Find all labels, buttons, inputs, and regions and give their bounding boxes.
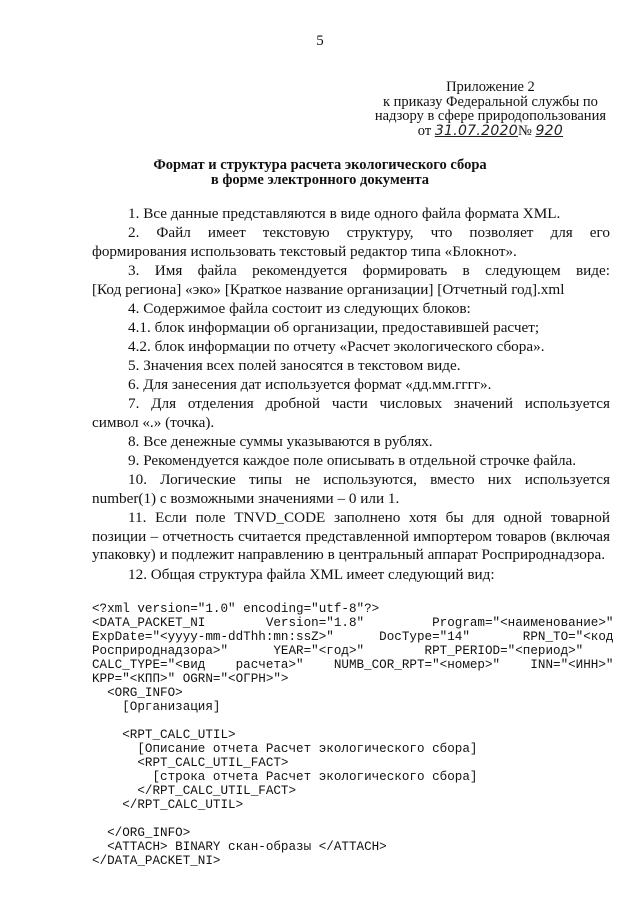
item-line: 5. Значения всех полей заносятся в текстовом виде.: [128, 357, 461, 374]
item-10: [92, 471, 610, 508]
item-1: [92, 205, 610, 224]
code-line: [Описание отчета Расчет экологического сбора]: [92, 742, 478, 756]
item-4-2: [92, 338, 610, 357]
code-line: <ATTACH> BINARY скан-образы </ATTACH>: [92, 840, 387, 854]
code-line: <ORG_INFO>: [92, 686, 183, 700]
appendix-title: Приложение 2: [446, 79, 535, 95]
appendix-service-line: надзору в сфере природопользования: [374, 108, 606, 124]
code-line: [Организация]: [92, 700, 221, 714]
appendix-order-line: к приказу Федеральной службы по: [382, 93, 598, 110]
item-line: number(1) с возможными значениями – 0 или 1.: [92, 489, 400, 507]
appendix-date-line: [375, 124, 606, 139]
item-4-1: [92, 319, 610, 338]
code-line: CALC_TYPE="<вид расчета>" NUMB_COR_RPT="<номер>" INN="<ИНН>": [92, 658, 614, 672]
item-line: формирования использовать текстовый редактор типа «Блокнот».: [92, 242, 517, 260]
item-6: [92, 376, 610, 395]
item-line: упаковку) и подлежит направлению в центральный аппарат Росприроднадзора.: [92, 546, 606, 563]
code-line: </RPT_CALC_UTIL_FACT>: [92, 784, 297, 798]
code-line: KPP="<КПП>" OGRN="<ОГРН>">: [92, 672, 289, 686]
item-line: 4.1. блок информации об организации, предоставившей расчет;: [128, 319, 540, 336]
title-line-1: Формат и структура расчета экологического сбора: [153, 157, 487, 173]
item-line: 2. Файл имеет текстовую структуру, что позволяет для его: [128, 224, 610, 241]
item-line: 1. Все данные представляются в виде одного файла формата XML.: [128, 205, 561, 222]
item-line: символ «.» (точка).: [92, 413, 215, 431]
code-line: </RPT_CALC_UTIL>: [92, 798, 244, 812]
title-line-2: в форме электронного документа: [210, 172, 430, 188]
item-4: [92, 300, 610, 319]
appendix-header: [375, 80, 606, 138]
document-title: [0, 158, 640, 188]
item-11: [92, 509, 610, 565]
code-line: <?xml version="1.0" encoding="utf-8"?>: [92, 602, 380, 616]
item-8: [92, 433, 610, 452]
item-line: 7. Для отделения дробной части числовых значений используется: [128, 395, 610, 412]
code-line: ExpDate="<yyyy-mm-ddThh:mn:ssZ>" DocType="14" RPN_TO="<код: [92, 630, 614, 644]
item-line: 10. Логические типы не используются, вместо них используется: [128, 471, 610, 488]
item-line: 12. Общая структура файла XML имеет следующий вид:: [128, 566, 495, 583]
handwritten-date: 31.07.2020: [434, 122, 518, 139]
xml-code-block: [92, 602, 612, 868]
item-line: позиции – отчетность считается представленной импортером товаров (включая: [92, 527, 610, 545]
item-3: [92, 262, 610, 299]
code-line: </ORG_INFO>: [92, 826, 191, 840]
item-12: [92, 566, 610, 585]
item-line: 6. Для занесения дат используется формат «дд.мм.гггг».: [128, 376, 492, 393]
handwritten-number: 920: [535, 122, 564, 139]
item-line: 8. Все денежные суммы указываются в рублях.: [128, 433, 433, 450]
item-9: [92, 452, 610, 471]
item-line: 4.2. блок информации по отчету «Расчет экологического сбора».: [128, 338, 545, 355]
code-line: <RPT_CALC_UTIL>: [92, 728, 236, 742]
number-label: №: [517, 122, 532, 139]
code-line: </DATA_PACKET_NI>: [92, 854, 221, 868]
date-prefix: от: [417, 122, 432, 139]
item-line: 4. Содержимое файла состоит из следующих блоков:: [128, 300, 471, 317]
item-line: 9. Рекомендуется каждое поле описывать в отдельной строчке файла.: [128, 452, 577, 469]
page-number: 5: [316, 33, 324, 49]
item-2: [92, 224, 610, 261]
item-line: 3. Имя файла рекомендуется формировать в следующем виде:: [128, 262, 610, 279]
code-line: [строка отчета Расчет экологического сбора]: [92, 770, 478, 784]
item-5: [92, 357, 610, 376]
item-line: [Код региона] «эко» [Краткое название организации] [Отчетный год].xml: [92, 280, 565, 298]
code-line: Росприроднадзора>" YEAR="<год>" RPT_PERIOD="<период>": [92, 644, 584, 658]
code-line: <RPT_CALC_UTIL_FACT>: [92, 756, 289, 770]
item-7: [92, 395, 610, 432]
code-line: <DATA_PACKET_NI Version="1.8" Program="<наименование>": [92, 616, 614, 630]
item-line: 11. Если поле TNVD_CODE заполнено хотя бы для одной товарной: [128, 509, 610, 526]
